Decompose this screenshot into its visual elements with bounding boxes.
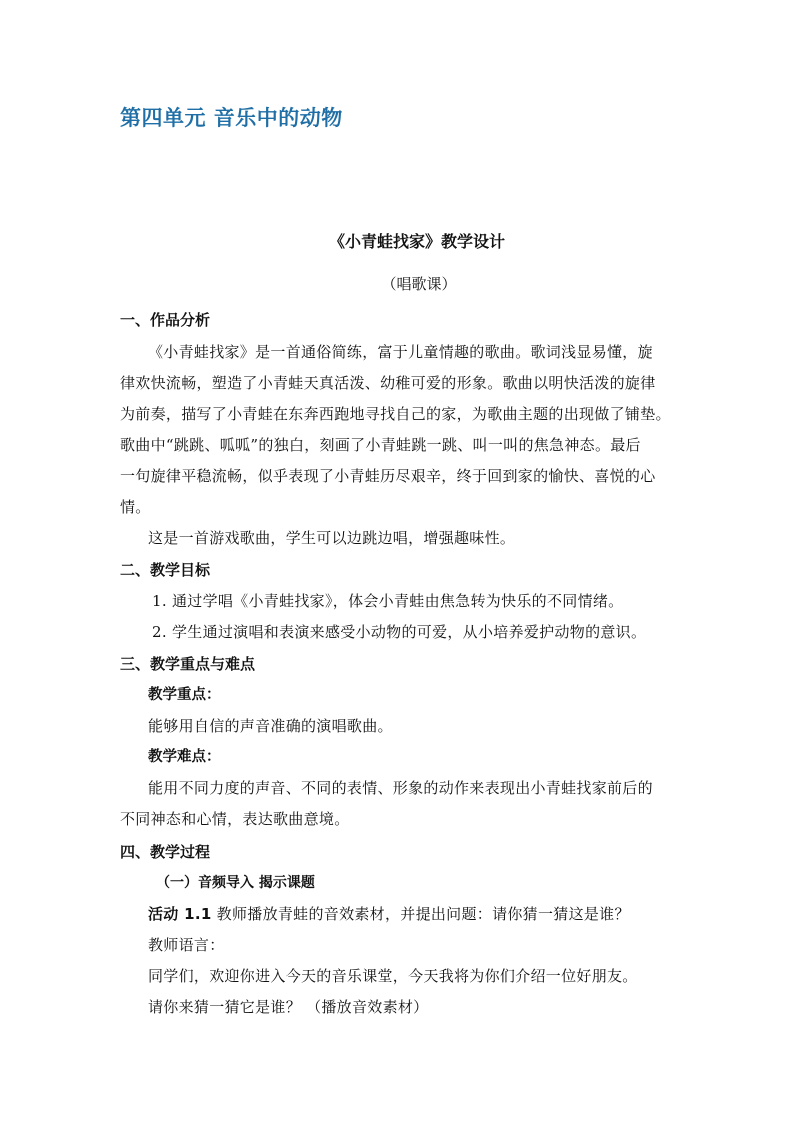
analysis-line-1: 《小青蛙找家》是一首通俗简练，富于儿童情趣的歌曲。歌词浅显易懂，旋 bbox=[148, 343, 653, 361]
key-point-label: 教学重点： bbox=[148, 687, 221, 703]
activity-text: 教师播放青蛙的音效素材，并提出问题：请你猜一猜这是谁？ bbox=[211, 905, 630, 923]
activity-line bbox=[148, 902, 630, 926]
teacher-speech-line-1: 同学们，欢迎你进入今天的音乐课堂，今天我将为你们介绍一位好朋友。 bbox=[148, 967, 638, 985]
section-heading-objectives: 二、教学目标 bbox=[120, 561, 211, 579]
analysis-paragraph-2: 这是一首游戏歌曲，学生可以边跳边唱，增强趣味性。 bbox=[148, 529, 516, 547]
process-subheading: （一）音频导入 揭示课题 bbox=[156, 875, 315, 891]
key-point-text: 能够用自信的声音准确的演唱歌曲。 bbox=[148, 717, 393, 735]
section-heading-key-points: 三、教学重点与难点 bbox=[120, 655, 256, 673]
difficult-point-line-1: 能用不同力度的声音、不同的表情、形象的动作来表现出小青蛙找家前后的 bbox=[148, 779, 653, 797]
analysis-line-4: 歌曲中“跳跳、呱呱”的独白，刻画了小青蛙跳一跳、叫一叫的焦急神态。最后 bbox=[120, 436, 641, 454]
document-subtitle: （唱歌课） bbox=[381, 275, 457, 293]
analysis-line-5: 一句旋律平稳流畅，似乎表现了小青蛙历尽艰辛，终于回到家的愉快、喜悦的心 bbox=[120, 467, 656, 485]
section-heading-process: 四、教学过程 bbox=[120, 843, 211, 861]
difficult-point-line-2: 不同神态和心情，表达歌曲意境。 bbox=[120, 810, 350, 828]
activity-label: 活动 1.1 bbox=[148, 905, 212, 923]
analysis-line-2: 律欢快流畅，塑造了小青蛙天真活泼、幼稚可爱的形象。歌曲以明快活泼的旋律 bbox=[120, 374, 656, 392]
objective-item-1: 1. 通过学唱《小青蛙找家》，体会小青蛙由焦急转为快乐的不同情绪。 bbox=[152, 592, 624, 610]
objective-item-2: 2. 学生通过演唱和表演来感受小动物的可爱，从小培养爱护动物的意识。 bbox=[152, 623, 647, 641]
unit-title: 第四单元 音乐中的动物 bbox=[120, 106, 343, 130]
teacher-speech-label: 教师语言： bbox=[148, 936, 225, 954]
teacher-speech-line-2: 请你来猜一猜它是谁？ （播放音效素材） bbox=[148, 998, 429, 1016]
analysis-line-3: 为前奏，描写了小青蛙在东奔西跑地寻找自己的家，为歌曲主题的出现做了铺垫。 bbox=[120, 405, 671, 423]
analysis-line-6: 情。 bbox=[120, 498, 151, 516]
document-title: 《小青蛙找家》教学设计 bbox=[328, 232, 505, 251]
difficult-point-label: 教学难点： bbox=[148, 749, 221, 765]
section-heading-analysis: 一、作品分析 bbox=[120, 311, 211, 329]
